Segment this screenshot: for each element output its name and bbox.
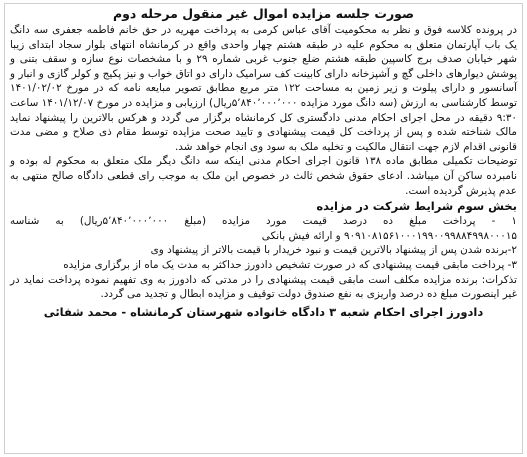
signature-line: دادورز اجرای احکام شعبه ۳ دادگاه خانواده شهرستان کرمانشاه - محمد شفائی [43,304,484,319]
condition-item-2: ۲-برنده شدن پس از پیشنهاد بالاترین قیمت و نبود خریدار با قیمت بالاتر از پیشنهاد وی [150,244,517,257]
condition-item-1: ۱ - پرداخت مبلغ ده درصد قیمت مورد مزایده (مبلغ ۵٬۸۴۰٬۰۰۰٬۰۰۰ریال) به شناسه ۹۰۹۱۰۸۱۵۶۱۰۰۰۱۹۹۰۰۹۹۸۸۴۹۹۸۰۰۰۱۵ و ارائه فیش بانکی [10,215,517,242]
condition-item-3: ۳- پرداخت مابقی قیمت پیشنهادی که در صورت تشخیص دادورز حداکثر به مدت یک ماه از برگزاری مزایده [63,258,517,271]
reminder-note: تذکرات: برنده مزایده مکلف است مابقی قیمت پیشنهادی را در مدتی که دادورز به وی تفهیم نموده پرداخت نماید در غیر اینصورت مبلغ ده درصد واریزی به نفع صندوق دولت توقیف و مزایده ابطال و تجدید می گردد. [10,273,517,301]
section-three-title: بخش سوم شرایط شرکت در مزایده [316,199,517,214]
supplementary-note: توضیحات تکمیلی مطابق ماده ۱۳۸ قانون اجرای احکام مدنی اینکه سه دانگ دیگر ملک متعلق به محکوم له بوده و نامبرده ساکن آن میباشد. ادعای حقوق شخص ثالث در خصوص این ملک به موجب رای قطعی دادگاه صالح منتهی به عدم پذیرش گردیده است. [10,155,518,197]
auction-description: در پرونده کلاسه فوق و نظر به محکومیت آقای عباس کرمی به پرداخت مهریه در حق خانم فاطمه جعفری سه دانگ یک باب آپارتمان متعلق به محکوم علیه در طبقه هشتم چهار واحدی واقع در کرمانشاه انتهای بلوار سجاد ابتدای زیبا شهر خیابان صدف برج کاسپین طبقه هشتم ضلع جنوب غربی شماره ۲۹ و با مشخصات نوع سازه و سقف بتنی و پوشش دیوارهای داخلی گچ و آشپزخانه دارای کابینت کف سرامیک دارای دو اتاق خواب و نیز پکیج و کولر گازی و انبار و آسانسور و دارای پیلوت و زیر زمین به مساحت ۱۲۲ متر مربع مطابق تصویر مبایعه نامه که در مورخ ۱۴۰۱/۰۲/۰۲ توسط کارشناسی به ارزش (سه دانگ مورد مزایده ۵٬۸۴۰٬۰۰۰٬۰۰۰ریال) ارزیابی و مزایده در مورخ ۱۴۰۱/۱۲/۰۷ ساعت ۹:۳۰ دقیقه در محل اجرای احکام مدنی دادگستری کل کرمانشاه برگزار می گردد و هرکس بالاترین را پیشنهاد نماید مالک شناخته شده و پس از پرداخت کل قیمت پیشنهادی و تایید صحت مزایده توسط مقام ذی صلاح و مضی مدت قانونی اقدام لازم جهت انتقال مالکیت و تخلیه ملک به سود وی انجام خواهد شد. [10,24,518,153]
notice-title: صورت جلسه مزایده اموال غیر منقول مرحله دوم [112,6,415,21]
